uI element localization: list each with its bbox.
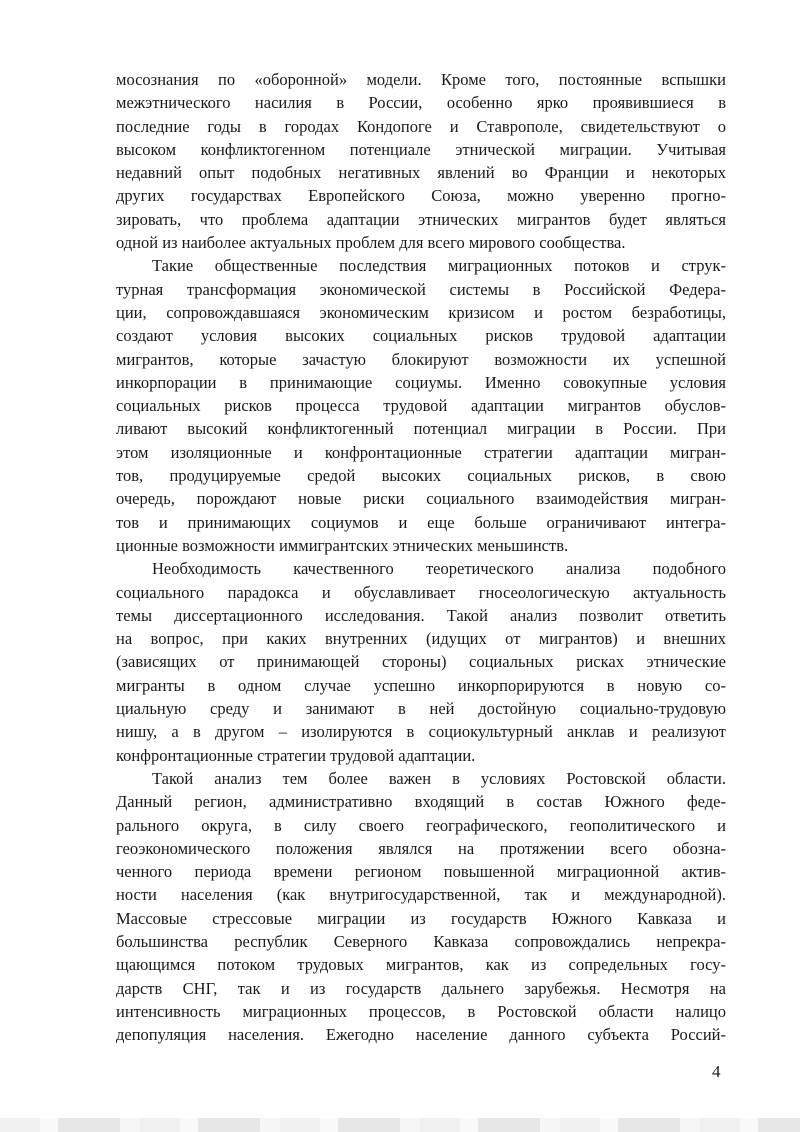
text-line: геоэкономического положения являлся на протяжении всего обозна-	[116, 838, 726, 858]
text-line: мигрантов, которые зачастую блокируют возможности их успешной	[116, 349, 726, 369]
text-line: недавний опыт подобных негативных явлений во Франции и некоторых	[116, 163, 726, 183]
text-line: межэтнического насилия в России, особенно ярко проявившиеся в	[116, 93, 726, 113]
text-line: этом изоляционные и конфронтационные стратегии адаптации мигран-	[116, 442, 726, 462]
text-line: тов, продуцируемые средой высоких социальных рисков, в свою	[116, 466, 726, 486]
text-line: Массовые стрессовые миграции из государств Южного Кавказа и	[116, 908, 726, 928]
text-line: социального парадокса и обуславливает гносеологическую актуальность	[116, 582, 726, 602]
text-line: ционные возможности иммигрантских этнических меньшинств.	[116, 535, 569, 555]
text-line: тов и принимающих социумов и еще больше ограничивают интегра-	[116, 512, 726, 532]
text-line: ченного периода времени регионом повышенной миграционной актив-	[116, 862, 726, 882]
scan-edge-artifact	[0, 1118, 800, 1132]
text-line: щающимся потоком трудовых мигрантов, как из сопредельных госу-	[116, 955, 726, 975]
text-line: ности населения (как внутригосударственной, так и международной).	[116, 885, 726, 905]
page-number: 4	[712, 1062, 721, 1081]
text-line: социальных рисков процесса трудовой адаптации мигрантов обуслов-	[116, 396, 726, 416]
text-line: депопуляция населения. Ежегодно население данного субъекта Россий-	[116, 1025, 726, 1045]
text-line: зировать, что проблема адаптации этнических мигрантов будет являться	[116, 209, 726, 229]
text-line: темы диссертационного исследования. Такой анализ позволит ответить	[116, 605, 726, 625]
text-line: мигранты в одном случае успешно инкорпорируются в новую со-	[116, 675, 726, 695]
page-body-text	[116, 68, 726, 1046]
text-line: дарств СНГ, так и из государств дальнего зарубежья. Несмотря на	[116, 978, 726, 998]
text-line: Данный регион, административно входящий в состав Южного феде-	[116, 792, 726, 812]
paragraph-first-line: Необходимость качественного теоретического анализа подобного	[152, 559, 726, 579]
text-line: ции, сопровождавшаяся экономическим кризисом и ростом безработицы,	[116, 302, 726, 322]
text-line: (зависящих от принимающей стороны) социальных рисках этнические	[116, 652, 726, 672]
text-line: интенсивность миграционных процессов, в Ростовской области налицо	[116, 1001, 726, 1021]
text-line: на вопрос, при каких внутренних (идущих от мигрантов) и внешних	[116, 629, 726, 649]
text-line: рального округа, в силу своего географического, геополитического и	[116, 815, 726, 835]
text-line: турная трансформация экономической системы в Российской Федера-	[116, 279, 726, 299]
text-line: инкорпорации в принимающие социумы. Именно совокупные условия	[116, 372, 726, 392]
text-line: создают условия высоких социальных рисков трудовой адаптации	[116, 326, 726, 346]
text-line: мосознания по «оборонной» модели. Кроме того, постоянные вспышки	[116, 70, 726, 89]
text-line: других государствах Европейского Союза, можно уверенно прогно-	[116, 186, 726, 206]
text-line: циальную среду и занимают в ней достойную социально-трудовую	[116, 699, 726, 719]
text-line: конфронтационные стратегии трудовой адаптации.	[116, 745, 476, 765]
text-line: большинства республик Северного Кавказа сопровождались непрекра-	[116, 931, 726, 951]
text-line: последние годы в городах Кондопоге и Ставрополе, свидетельствуют о	[116, 116, 726, 136]
text-line: нишу, а в другом – изолируются в социокультурный анклав и реализуют	[116, 722, 726, 742]
text-line: очередь, порождают новые риски социального взаимодействия мигран-	[116, 489, 726, 509]
text-line: высоком конфликтогенном потенциале этнической миграции. Учитывая	[116, 139, 726, 159]
text-line: одной из наиболее актуальных проблем для всего мирового сообщества.	[116, 233, 626, 253]
text-line: ливают высокий конфликтогенный потенциал миграции в России. При	[116, 419, 726, 439]
paragraph-first-line: Такие общественные последствия миграционных потоков и струк-	[152, 256, 726, 276]
paragraph-first-line: Такой анализ тем более важен в условиях Ростовской области.	[152, 768, 726, 788]
